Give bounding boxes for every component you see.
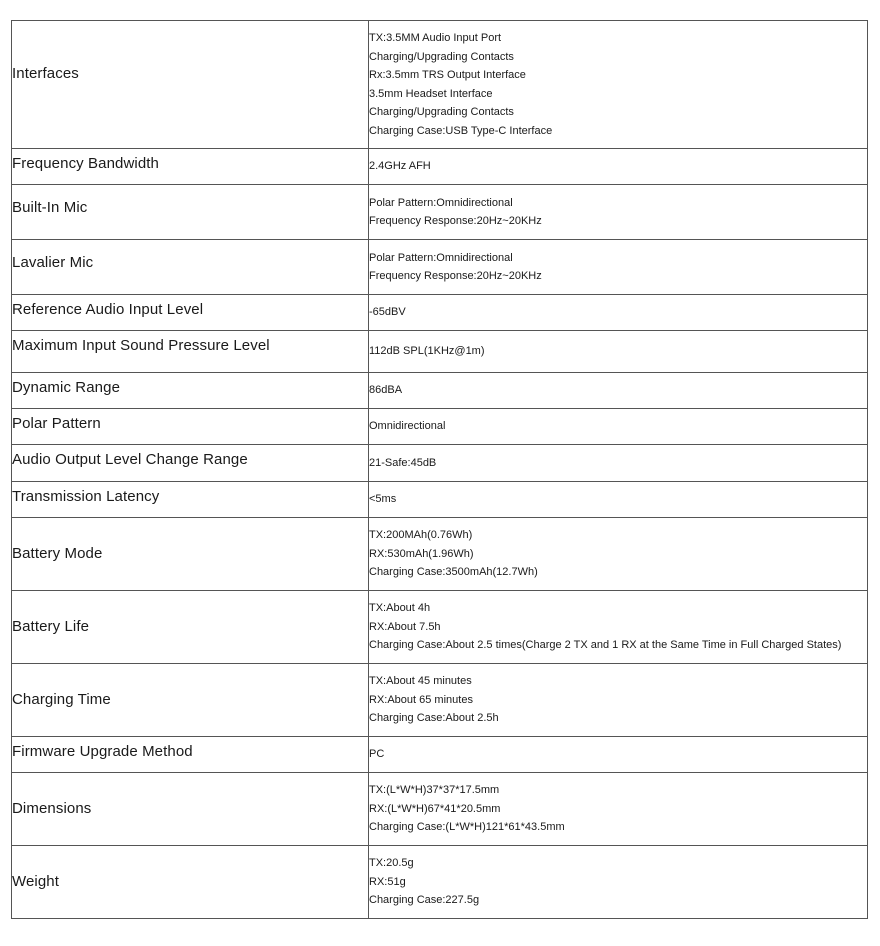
spec-label-cell — [12, 373, 369, 409]
spec-label-cell — [12, 482, 369, 518]
spec-value-line: 21-Safe:45dB — [369, 456, 437, 469]
spec-label-cell — [12, 518, 369, 591]
table-row — [12, 21, 868, 149]
spec-label: Polar Pattern — [12, 414, 101, 432]
spec-label-cell — [12, 331, 369, 373]
table-row — [12, 664, 868, 737]
spec-value-line: 3.5mm Headset Interface — [369, 87, 493, 100]
spec-value-cell — [369, 295, 868, 331]
spec-table-body — [12, 21, 868, 919]
spec-value-line: Charging Case:About 2.5 times(Charge 2 TX and 1 RX at the Same Time in Full Charged States) — [369, 639, 842, 652]
spec-label-cell — [12, 773, 369, 846]
spec-value-line: TX:20.5g — [369, 857, 414, 870]
spec-label-cell — [12, 664, 369, 737]
spec-value-line: Charging Case:3500mAh(12.7Wh) — [369, 566, 538, 579]
table-row — [12, 149, 868, 185]
spec-value-line: 112dB SPL(1KHz@1m) — [369, 345, 485, 358]
spec-label-cell — [12, 149, 369, 185]
spec-label-cell — [12, 591, 369, 664]
spec-value-line: RX:530mAh(1.96Wh) — [369, 547, 474, 560]
spec-value-line: RX:About 65 minutes — [369, 693, 473, 706]
spec-value-line: -65dBV — [369, 306, 406, 319]
spec-value-line: <5ms — [369, 493, 397, 506]
spec-label: Reference Audio Input Level — [12, 300, 204, 318]
spec-label-cell — [12, 445, 369, 482]
table-row — [12, 518, 868, 591]
spec-value-cell — [369, 482, 868, 518]
spec-value-line: TX:200MAh(0.76Wh) — [369, 529, 473, 542]
spec-value-cell — [369, 331, 868, 373]
spec-label: Transmission Latency — [12, 487, 160, 505]
spec-label: Frequency Bandwidth — [12, 154, 159, 172]
spec-value-cell — [369, 149, 868, 185]
spec-value-cell — [369, 373, 868, 409]
table-row — [12, 846, 868, 919]
spec-value-line: 86dBA — [369, 384, 403, 397]
spec-value-cell — [369, 21, 868, 149]
table-row — [12, 482, 868, 518]
spec-value-line: Rx:3.5mm TRS Output Interface — [369, 69, 526, 81]
spec-value-cell — [369, 846, 868, 919]
spec-label: Lavalier Mic — [12, 254, 94, 271]
table-row — [12, 409, 868, 445]
spec-value-cell — [369, 409, 868, 445]
spec-value-cell — [369, 664, 868, 737]
spec-label: Firmware Upgrade Method — [12, 742, 193, 760]
table-row — [12, 331, 868, 373]
spec-value-line: Charging Case:227.5g — [369, 894, 480, 907]
spec-label: Charging Time — [12, 691, 111, 708]
spec-value-cell — [369, 773, 868, 846]
spec-value-cell — [369, 591, 868, 664]
spec-label: Battery Mode — [12, 545, 103, 562]
spec-value-line: Frequency Response:20Hz~20KHz — [369, 215, 542, 227]
spec-value-line: Charging/Upgrading Contacts — [369, 106, 514, 118]
spec-label-cell — [12, 240, 369, 295]
spec-value-cell — [369, 240, 868, 295]
spec-value-line: Frequency Response:20Hz~20KHz — [369, 270, 542, 282]
spec-value-line: Charging Case:USB Type-C Interface — [369, 124, 553, 137]
table-row — [12, 373, 868, 409]
spec-value-line: Charging Case:(L*W*H)121*61*43.5mm — [369, 821, 565, 834]
spec-value-line: TX:(L*W*H)37*37*17.5mm — [369, 784, 500, 797]
spec-label: Weight — [12, 873, 60, 890]
spec-label-cell — [12, 737, 369, 773]
spec-value-line: TX:About 4h — [369, 602, 431, 615]
spec-value-line: RX:(L*W*H)67*41*20.5mm — [369, 802, 501, 815]
spec-value-line: RX:About 7.5h — [369, 620, 441, 633]
spec-label: Maximum Input Sound Pressure Level — [12, 336, 270, 354]
spec-table — [11, 20, 868, 919]
spec-label-cell — [12, 185, 369, 240]
table-row — [12, 737, 868, 773]
spec-label: Dynamic Range — [12, 378, 121, 396]
spec-value-cell — [369, 445, 868, 482]
spec-label-cell — [12, 21, 369, 149]
spec-value-cell — [369, 518, 868, 591]
table-row — [12, 445, 868, 482]
spec-value-line: Charging Case:About 2.5h — [369, 712, 499, 725]
spec-label-cell — [12, 295, 369, 331]
spec-label: Audio Output Level Change Range — [12, 451, 248, 468]
spec-value-line: Omnidirectional — [369, 420, 446, 433]
spec-value-line: Polar Pattern:Omnidirectional — [369, 251, 513, 264]
table-row — [12, 240, 868, 295]
spec-label: Dimensions — [12, 800, 92, 817]
spec-value-cell — [369, 737, 868, 773]
table-row — [12, 295, 868, 331]
spec-label-cell — [12, 409, 369, 445]
spec-value-line: TX:3.5MM Audio Input Port — [369, 32, 502, 44]
table-row — [12, 591, 868, 664]
spec-value-line: Charging/Upgrading Contacts — [369, 50, 514, 63]
spec-label: Built-In Mic — [12, 199, 88, 216]
spec-label-cell — [12, 846, 369, 919]
spec-value-line: 2.4GHz AFH — [369, 160, 431, 173]
table-row — [12, 773, 868, 846]
spec-value-cell — [369, 185, 868, 240]
spec-value-line: TX:About 45 minutes — [369, 675, 472, 688]
spec-label: Interfaces — [12, 64, 79, 82]
spec-value-line: Polar Pattern:Omnidirectional — [369, 196, 513, 209]
spec-label: Battery Life — [12, 618, 90, 635]
table-row — [12, 185, 868, 240]
spec-value-line: PC — [369, 748, 385, 761]
spec-value-line: RX:51g — [369, 875, 406, 888]
